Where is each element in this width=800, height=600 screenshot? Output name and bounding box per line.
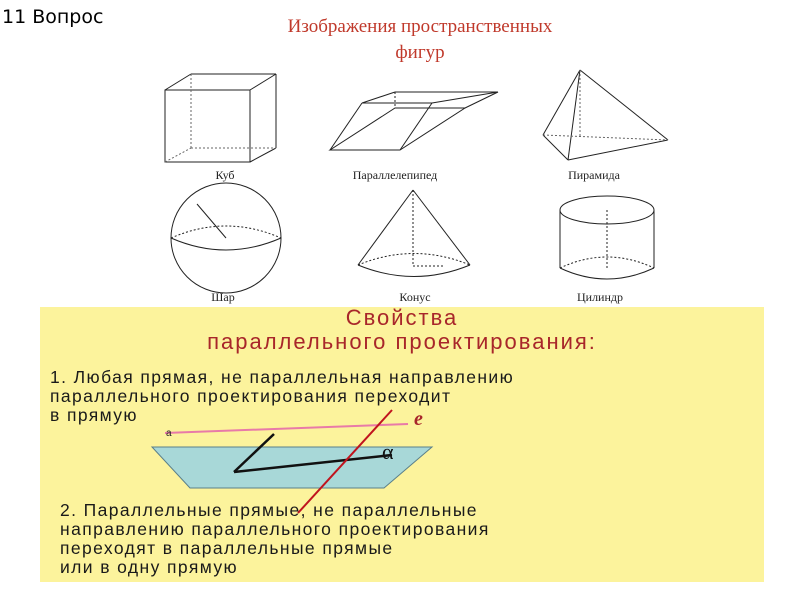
property-1-line1: 1. Любая прямая, не параллельная направлению — [50, 367, 515, 387]
label-e: е — [414, 408, 423, 430]
label-a: а — [166, 428, 172, 439]
properties-panel — [40, 307, 764, 582]
property-1-line2: параллельного проектирования переходит — [50, 386, 452, 406]
cube-label: Куб — [215, 168, 235, 182]
parallelepiped-figure — [330, 92, 498, 150]
property-2-line4: или в одну прямую — [60, 557, 239, 577]
property-1-line3: в прямую — [50, 405, 138, 425]
pyramid-label: Пирамида — [568, 168, 620, 182]
cone-figure — [358, 190, 470, 277]
pyramid-figure — [543, 70, 668, 160]
figures-title-line1: Изображения пространственных — [287, 16, 553, 37]
property-2-line3: переходят в параллельные прямые — [60, 538, 394, 558]
cone-label: Конус — [399, 290, 431, 304]
cylinder-figure — [560, 196, 654, 279]
property-2-line1: 2. Параллельные прямые, не параллельные — [60, 500, 478, 520]
parallelepiped-label: Параллелепипед — [352, 168, 438, 182]
sphere-label: Шар — [211, 290, 235, 304]
cylinder-label: Цилиндр — [576, 290, 624, 304]
label-alpha: α — [382, 439, 394, 464]
properties-heading-line2: параллельного проектирования: — [207, 329, 597, 354]
slide-number-label: 11 Вопрос — [2, 6, 104, 28]
figures-title-line2: фигур — [395, 42, 445, 63]
cube-figure — [165, 74, 276, 162]
sphere-figure — [171, 183, 281, 293]
property-2-line2: направлению параллельного проектирования — [60, 519, 490, 539]
properties-heading-line1: Свойства — [345, 305, 459, 330]
